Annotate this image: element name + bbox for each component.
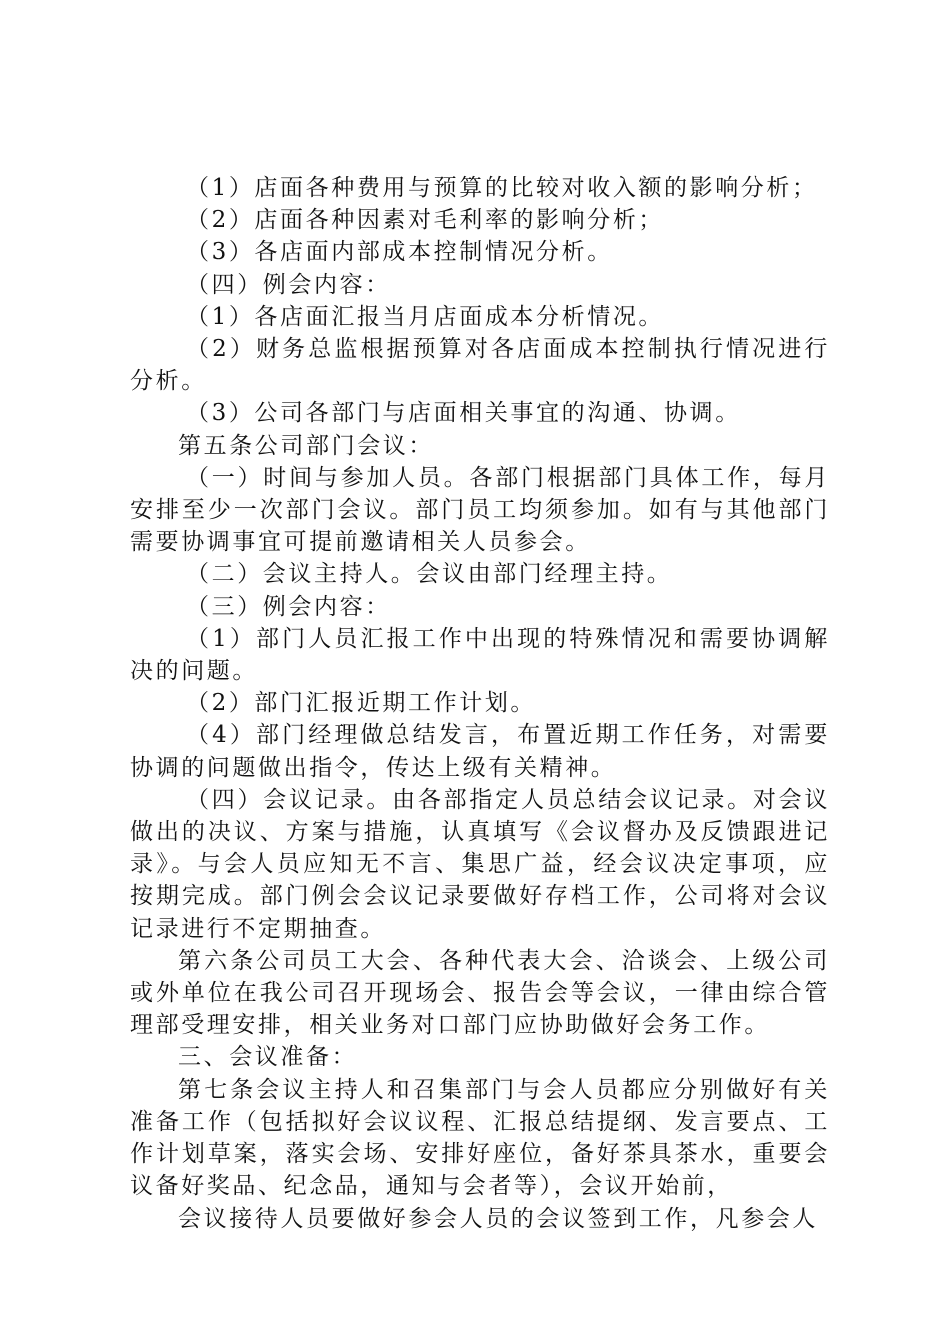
section-heading-article-5: 第五条公司部门会议： bbox=[178, 432, 434, 459]
paragraph-15: （四）会议记录。由各部指定人员总结会议记录。对会议做出的决议、方案与措施，认真填写《会议督办及反馈跟进记录》。与会人员应知无不言、集思广益，经会议决定事项，应按期完成。部门例会会议记录要做好存档工作，公司将对会议记录进行不定期抽查。 bbox=[130, 786, 830, 942]
paragraph-5: （1）各店面汇报当月店面成本分析情况。 bbox=[186, 303, 665, 330]
paragraph-9: （一）时间与参加人员。各部门根据部门具体工作，每月安排至少一次部门会议。部门员工均须参加。如有与其他部门需要协调事宜可提前邀请相关人员参会。 bbox=[130, 464, 830, 556]
paragraph-1: （1）店面各种费用与预算的比较对收入额的影响分析； bbox=[186, 175, 818, 201]
paragraph-18: 第七条会议主持人和召集部门与会人员都应分别做好有关准备工作（包括拟好会议议程、汇报总结提纲、发言要点、工作计划草案，落实会场、安排好座位，备好茶具茶水，重要会议备好奖品、纪念品，通知与会者等），会议开始前， bbox=[130, 1076, 830, 1200]
paragraph-14: （4）部门经理做总结发言，布置近期工作任务，对需要协调的问题做出指令，传达上级有关精神。 bbox=[130, 722, 830, 781]
paragraph-16: 第六条公司员工大会、各种代表大会、洽谈会、上级公司或外单位在我公司召开现场会、报告会等会议，一律由综合管理部受理安排，相关业务对口部门应协助做好会务工作。 bbox=[130, 947, 830, 1039]
section-heading-3: 三、会议准备： bbox=[178, 1044, 358, 1071]
paragraph-12: （1）部门人员汇报工作中出现的特殊情况和需要协调解决的问题。 bbox=[130, 625, 830, 685]
document-page bbox=[130, 172, 830, 1235]
paragraph-11: （三）例会内容： bbox=[186, 593, 391, 620]
paragraph-3: （3）各店面内部成本控制情况分析。 bbox=[186, 239, 613, 266]
paragraph-19: 会议接待人员要做好参会人员的会议签到工作，凡参会人 bbox=[178, 1205, 818, 1232]
paragraph-10: （二）会议主持人。会议由部门经理主持。 bbox=[186, 561, 673, 588]
paragraph-4: （四）例会内容： bbox=[186, 271, 391, 298]
paragraph-2: （2）店面各种因素对毛利率的影响分析； bbox=[186, 207, 665, 234]
paragraph-13: （2）部门汇报近期工作计划。 bbox=[186, 690, 537, 717]
paragraph-6: （2）财务总监根据预算对各店面成本控制执行情况进行分析。 bbox=[130, 336, 830, 395]
paragraph-7: （3）公司各部门与店面相关事宜的沟通、协调。 bbox=[186, 400, 741, 427]
